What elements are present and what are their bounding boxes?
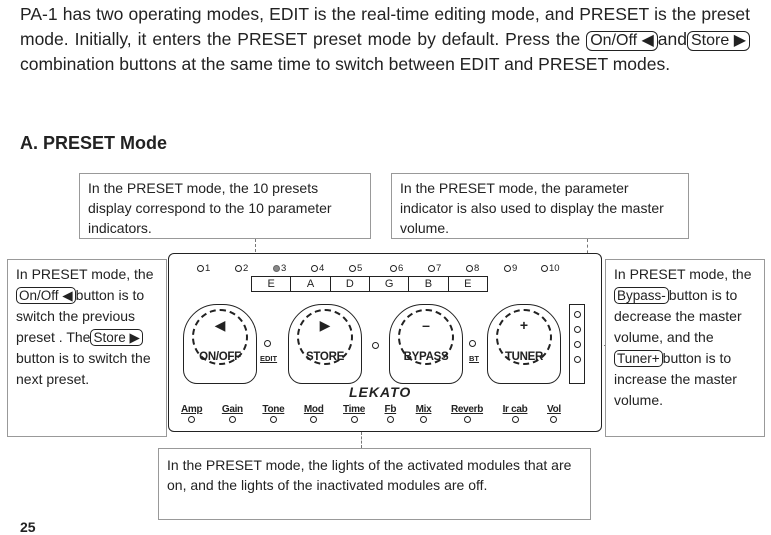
preset-indicator [466, 264, 479, 274]
preset-indicator [273, 264, 286, 274]
knob-label: STORE [306, 351, 344, 363]
device-panel [168, 253, 602, 432]
module-label: Time [343, 404, 365, 415]
bypass-knob[interactable] [389, 304, 463, 384]
preset-number: 9 [512, 263, 518, 274]
volume-led [574, 356, 581, 363]
module-indicator [222, 404, 243, 423]
module-led [229, 416, 236, 423]
note-letter: E [252, 277, 291, 291]
module-label: Vol [546, 404, 561, 415]
brand-logo: LEKATO [349, 384, 412, 400]
preset-led [504, 265, 511, 272]
module-led [387, 416, 394, 423]
preset-indicator [235, 264, 248, 274]
tuner-key: Tuner+ [614, 350, 663, 367]
preset-led [428, 265, 435, 272]
preset-led [349, 265, 356, 272]
knob-label: BYPASS [403, 351, 449, 363]
plus-icon: + [519, 317, 529, 333]
edit-led [264, 340, 271, 347]
store-key: Store ▶ [90, 329, 142, 346]
callout-right-text-3: button is to increase the master volume. [614, 350, 737, 408]
right-arrow-icon: ▶ [319, 317, 331, 333]
callout-module-lights: In the PRESET mode, the lights of the activated modules that are on, and the lights of the inactivated modules are off. [158, 448, 591, 520]
intro-text-3: combination buttons at the same time to switch between EDIT and PRESET modes. [20, 54, 671, 74]
section-heading: A. PRESET Mode [20, 133, 168, 153]
module-label: Tone [262, 404, 285, 415]
preset-indicator [311, 264, 324, 274]
preset-led-active [273, 265, 280, 272]
module-label: Ir cab [502, 404, 528, 415]
module-label: Gain [221, 404, 243, 415]
preset-indicator [390, 264, 403, 274]
on-off-key: On/Off ◀ [586, 31, 658, 51]
volume-led-column [569, 304, 585, 384]
knob-label: TUNER [504, 351, 544, 363]
store-key: Store ▶ [687, 31, 750, 51]
module-indicator [304, 404, 324, 423]
callout-left-text-1: In PRESET mode, the [16, 266, 154, 282]
tuner-knob[interactable] [487, 304, 561, 384]
module-label: Mix [415, 404, 432, 415]
callout-left-text-2: button is to switch the previous preset . The [16, 287, 145, 345]
module-indicator [343, 404, 365, 423]
module-indicator [262, 404, 284, 423]
callout-presets: In the PRESET mode, the 10 presets display correspond to the 10 parameter indicators. [79, 173, 371, 239]
callout-on-off-store [7, 259, 167, 437]
bt-led [469, 340, 476, 347]
preset-led [197, 265, 204, 272]
module-led [420, 416, 427, 423]
preset-indicator [504, 264, 517, 274]
store-knob[interactable] [288, 304, 362, 384]
callout-right-text-1: In PRESET mode, the [614, 266, 752, 282]
module-indicators [181, 404, 561, 423]
preset-number: 8 [474, 263, 480, 274]
module-indicator [385, 404, 397, 423]
intro-text-1: PA-1 has two operating modes, EDIT is the real-time editing mode, and PRESET is the preset mode. Initially, it enters the PRESET preset mode by default. Press the [20, 4, 750, 49]
callout-bypass-tuner [605, 259, 765, 437]
preset-led [390, 265, 397, 272]
preset-number: 2 [243, 263, 249, 274]
minus-icon: – [422, 317, 430, 333]
module-indicator [547, 404, 561, 423]
preset-indicator [349, 264, 362, 274]
intro-paragraph [20, 2, 750, 77]
leader-bottom [361, 432, 362, 448]
module-led [464, 416, 471, 423]
preset-indicator [428, 264, 441, 274]
callout-left-text-3: button is to switch the next preset. [16, 350, 151, 387]
module-led [351, 416, 358, 423]
on-off-key: On/Off ◀ [16, 287, 76, 304]
bypass-key: Bypass- [614, 287, 669, 304]
preset-led [311, 265, 318, 272]
preset-number: 5 [357, 263, 363, 274]
tuner-note-strip [251, 276, 488, 292]
note-letter: A [291, 277, 330, 291]
callout-master-volume: In the PRESET mode, the parameter indicator is also used to display the master volume. [391, 173, 689, 239]
bt-label: BT [469, 354, 479, 363]
on-off-knob[interactable] [183, 304, 257, 384]
note-letter: G [370, 277, 409, 291]
preset-number: 6 [398, 263, 404, 274]
preset-number: 4 [319, 263, 325, 274]
preset-indicator [197, 264, 210, 274]
note-letter: E [464, 278, 472, 290]
volume-led [574, 311, 581, 318]
module-label: Amp [181, 404, 203, 415]
left-arrow-icon: ◀ [214, 317, 226, 333]
note-letter: B [409, 277, 448, 291]
preset-led [541, 265, 548, 272]
preset-number: 3 [281, 263, 287, 274]
module-led [270, 416, 277, 423]
preset-indicator [541, 264, 560, 274]
center-led [372, 342, 379, 349]
module-indicator [503, 404, 528, 423]
module-led [550, 416, 557, 423]
volume-led [574, 341, 581, 348]
note-letter: D [331, 277, 370, 291]
module-led [188, 416, 195, 423]
module-led [310, 416, 317, 423]
preset-led [466, 265, 473, 272]
knob-label: ON/OFF [199, 351, 241, 363]
callout-right-text-2: button is to decrease the master volume, and the [614, 287, 742, 345]
module-indicator [181, 404, 202, 423]
preset-number: 1 [205, 263, 211, 274]
module-led [512, 416, 519, 423]
module-label: Fb [384, 404, 397, 415]
page-number: 25 [20, 519, 36, 535]
module-label: Reverb [450, 404, 484, 415]
module-indicator [451, 404, 483, 423]
edit-label: EDIT [260, 354, 278, 363]
preset-number: 10 [549, 263, 560, 274]
preset-led [235, 265, 242, 272]
module-label: Mod [303, 404, 324, 415]
preset-number: 7 [436, 263, 442, 274]
intro-text-2: and [657, 29, 687, 49]
module-indicator [416, 404, 432, 423]
volume-led [574, 326, 581, 333]
